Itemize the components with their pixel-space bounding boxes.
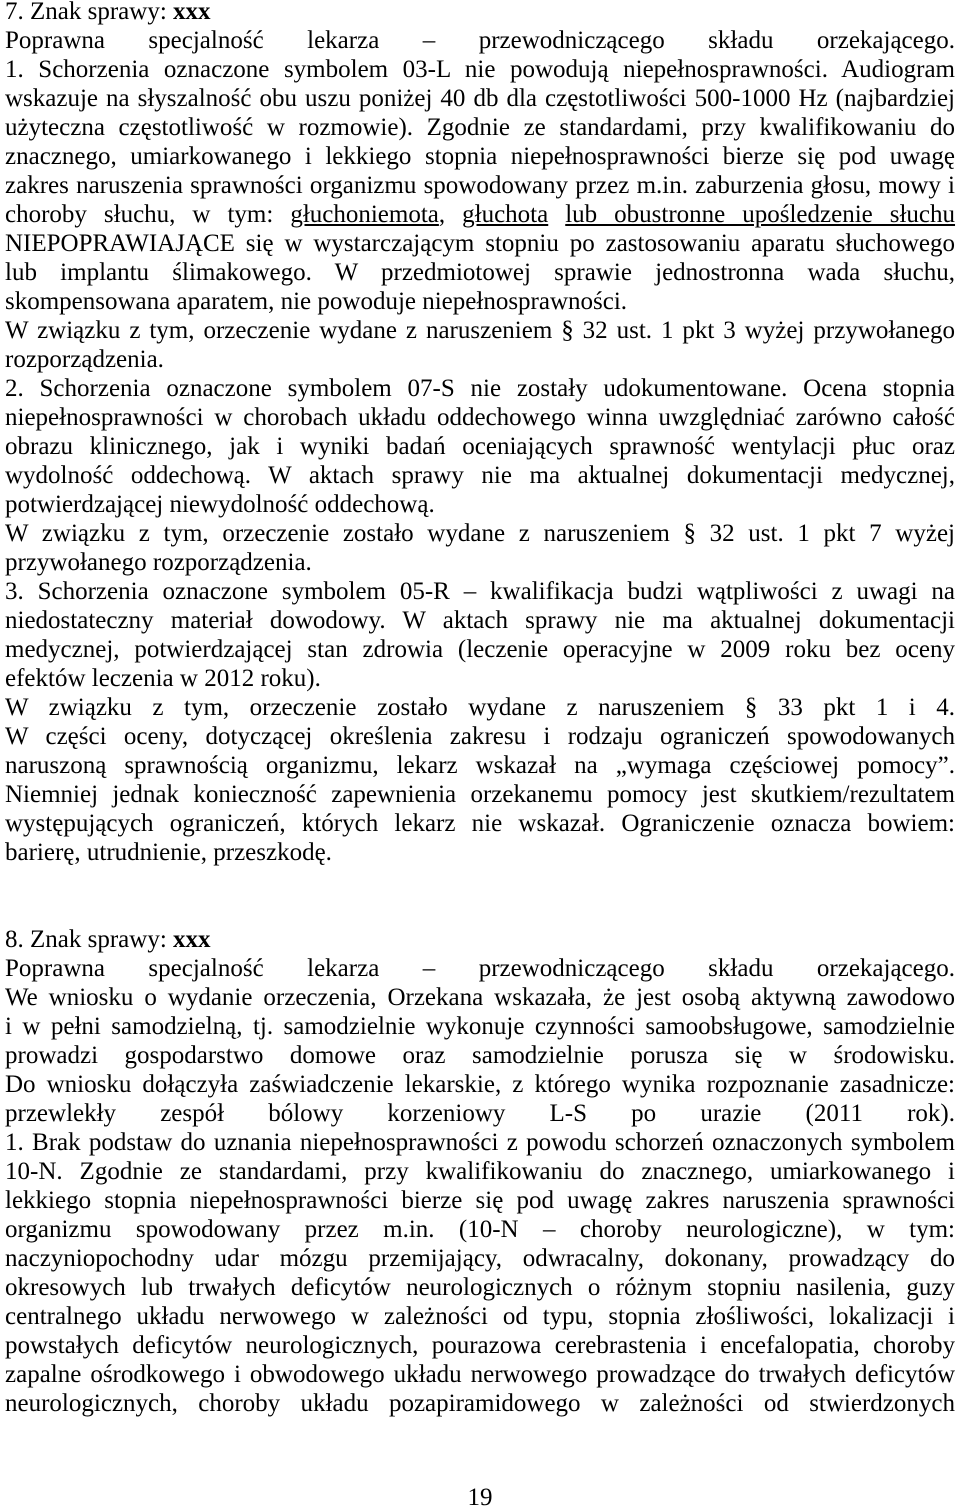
text-line: 2. Schorzenia oznaczone symbolem 07-S nie zostały udokumentowane. Ocena stopnia xyxy=(5,375,955,402)
text-line: użyteczna częstotliwość w rozmowie). Zgodnie ze standardami, przy kwalifikowaniu do xyxy=(5,114,955,141)
text-line: prowadzi gospodarstwo domowe oraz samodzielnie porusza się w środowisku. xyxy=(5,1042,955,1069)
underlined-term: głuchota xyxy=(462,201,549,228)
text-line: naruszoną sprawnością organizmu, lekarz wskazał na „wymaga częściowej pomocy”. xyxy=(5,752,955,779)
text-line: potwierdzającej niewydolność oddechową. xyxy=(5,491,435,518)
text-line: występujących ograniczeń, których lekarz nie wskazał. Ograniczenie oznacza bowiem: xyxy=(5,810,955,837)
text-line: W związku z tym, orzeczenie wydane z naruszeniem § 32 ust. 1 pkt 3 wyżej przywołanego xyxy=(5,317,955,344)
case-heading xyxy=(5,925,955,954)
text-line: We wniosku o wydanie orzeczenia, Orzekana wskazała, że jest osobą aktywną zawodowo xyxy=(5,984,955,1011)
text-line: lub implantu ślimakowego. W przedmiotowej sprawie jednostronna wada słuchu, xyxy=(5,259,955,286)
underlined-term: lub obustronne upośledzenie słuchu xyxy=(565,201,956,228)
page-number: 19 xyxy=(467,1484,493,1511)
text-line: W związku z tym, orzeczenie zostało wydane z naruszeniem § 33 pkt 1 i 4. xyxy=(5,694,955,721)
specialty-line: Poprawna specjalność lekarza – przewodniczącego składu orzekającego. xyxy=(5,27,955,54)
text-segment: , xyxy=(438,201,446,228)
text-line: efektów leczenia w 2012 roku). xyxy=(5,665,321,692)
text-line: przywołanego rozporządzenia. xyxy=(5,549,312,576)
document-body xyxy=(5,0,955,1418)
text-line: i w pełni samodzielną, tj. samodzielnie wykonuje czynności samoobsługowe, samodzielnie xyxy=(5,1013,955,1040)
text-line: W części oceny, dotyczącej określenia zakresu i rodzaju ograniczeń spowodowanych xyxy=(5,723,955,750)
section-gap xyxy=(5,867,955,925)
case-section-7 xyxy=(5,0,955,867)
text-line: zapalne ośrodkowego i obwodowego układu nerwowego prowadzące do trwałych deficytów xyxy=(5,1361,955,1388)
text-line: obrazu klinicznego, jak i wyniki badań oceniających sprawność wentylacji płuc oraz xyxy=(5,433,955,460)
text-line: naczyniopochodny udar mózgu przemijający, odwracalny, dokonany, prowadzący do xyxy=(5,1245,955,1272)
case-number-label: 8. Znak sprawy: xyxy=(5,926,167,953)
text-line: neurologicznych, choroby układu pozapiramidowego w zależności od stwierdzonych xyxy=(5,1390,955,1417)
text-line: zakres naruszenia sprawności organizmu spowodowany przez m.in. zaburzenia głosu, mowy i xyxy=(5,172,955,199)
text-line: lekkiego stopnia niepełnosprawności bierze się pod uwagę zakres naruszenia sprawności xyxy=(5,1187,955,1214)
case-section-8 xyxy=(5,925,955,1418)
text-line: rozporządzenia. xyxy=(5,346,164,373)
text-line: okresowych lub trwałych deficytów neurologicznych o różnym stopniu nasilenia, guzy xyxy=(5,1274,955,1301)
text-segment: choroby słuchu, w tym: xyxy=(5,201,274,228)
text-line xyxy=(5,200,955,229)
text-line: Do wniosku dołączyła zaświadczenie lekarskie, z którego wynika rozpoznanie zasadnicze: xyxy=(5,1071,955,1098)
text-line: skompensowana aparatem, nie powoduje niepełnosprawności. xyxy=(5,288,628,315)
text-line: niedostateczny materiał dowodowy. W aktach sprawy nie ma aktualnej dokumentacji xyxy=(5,607,955,634)
text-line: centralnego układu nerwowego w zależności od typu, stopnia złośliwości, lokalizacji i xyxy=(5,1303,955,1330)
text-line: Niemniej jednak konieczność zapewnienia orzekanemu pomocy jest skutkiem/rezultatem xyxy=(5,781,955,808)
case-heading xyxy=(5,0,955,26)
text-line: 1. Brak podstaw do uznania niepełnosprawności z powodu schorzeń oznaczonych symbolem xyxy=(5,1129,955,1156)
text-line: wydolność oddechową. W aktach sprawy nie ma aktualnej dokumentacji medycznej, xyxy=(5,462,955,489)
text-line: organizmu spowodowany przez m.in. (10-N – choroby neurologiczne), w tym: xyxy=(5,1216,955,1243)
text-line: 10-N. Zgodnie ze standardami, przy kwalifikowaniu do znacznego, umiarkowanego i xyxy=(5,1158,955,1185)
text-line: niepełnosprawności w chorobach układu oddechowego winna uwzględniać zarówno całość xyxy=(5,404,955,431)
underlined-term: głuchoniemota xyxy=(290,201,439,228)
text-line: wskazuje na słyszalność obu uszu poniżej 40 db dla częstotliwości 500-1000 Hz (najbardziej xyxy=(5,85,955,112)
case-id: xxx xyxy=(173,926,211,953)
text-line: powstałych deficytów neurologicznych, pourazowa cerebrastenia i encefalopatia, choroby xyxy=(5,1332,955,1359)
text-line: NIEPOPRAWIAJĄCE się w wystarczającym stopniu po zastosowaniu aparatu słuchowego xyxy=(5,230,955,257)
specialty-line: Poprawna specjalność lekarza – przewodniczącego składu orzekającego. xyxy=(5,955,955,982)
text-line: W związku z tym, orzeczenie zostało wydane z naruszeniem § 32 ust. 1 pkt 7 wyżej xyxy=(5,520,955,547)
text-line: medycznej, potwierdzającej stan zdrowia (leczenie operacyjne w 2009 roku bez oceny xyxy=(5,636,955,663)
text-line: przewlekły zespół bólowy korzeniowy L-S po urazie (2011 rok). xyxy=(5,1100,955,1127)
text-line: 3. Schorzenia oznaczone symbolem 05-R – kwalifikacja budzi wątpliwości z uwagi na xyxy=(5,578,955,605)
case-number-label: 7. Znak sprawy: xyxy=(5,0,167,25)
text-line: 1. Schorzenia oznaczone symbolem 03-L nie powodują niepełnosprawności. Audiogram xyxy=(5,56,955,83)
text-line: barierę, utrudnienie, przeszkodę. xyxy=(5,839,332,866)
text-line: znacznego, umiarkowanego i lekkiego stopnia niepełnosprawności bierze się pod uwagę xyxy=(5,143,955,170)
case-id: xxx xyxy=(173,0,211,25)
